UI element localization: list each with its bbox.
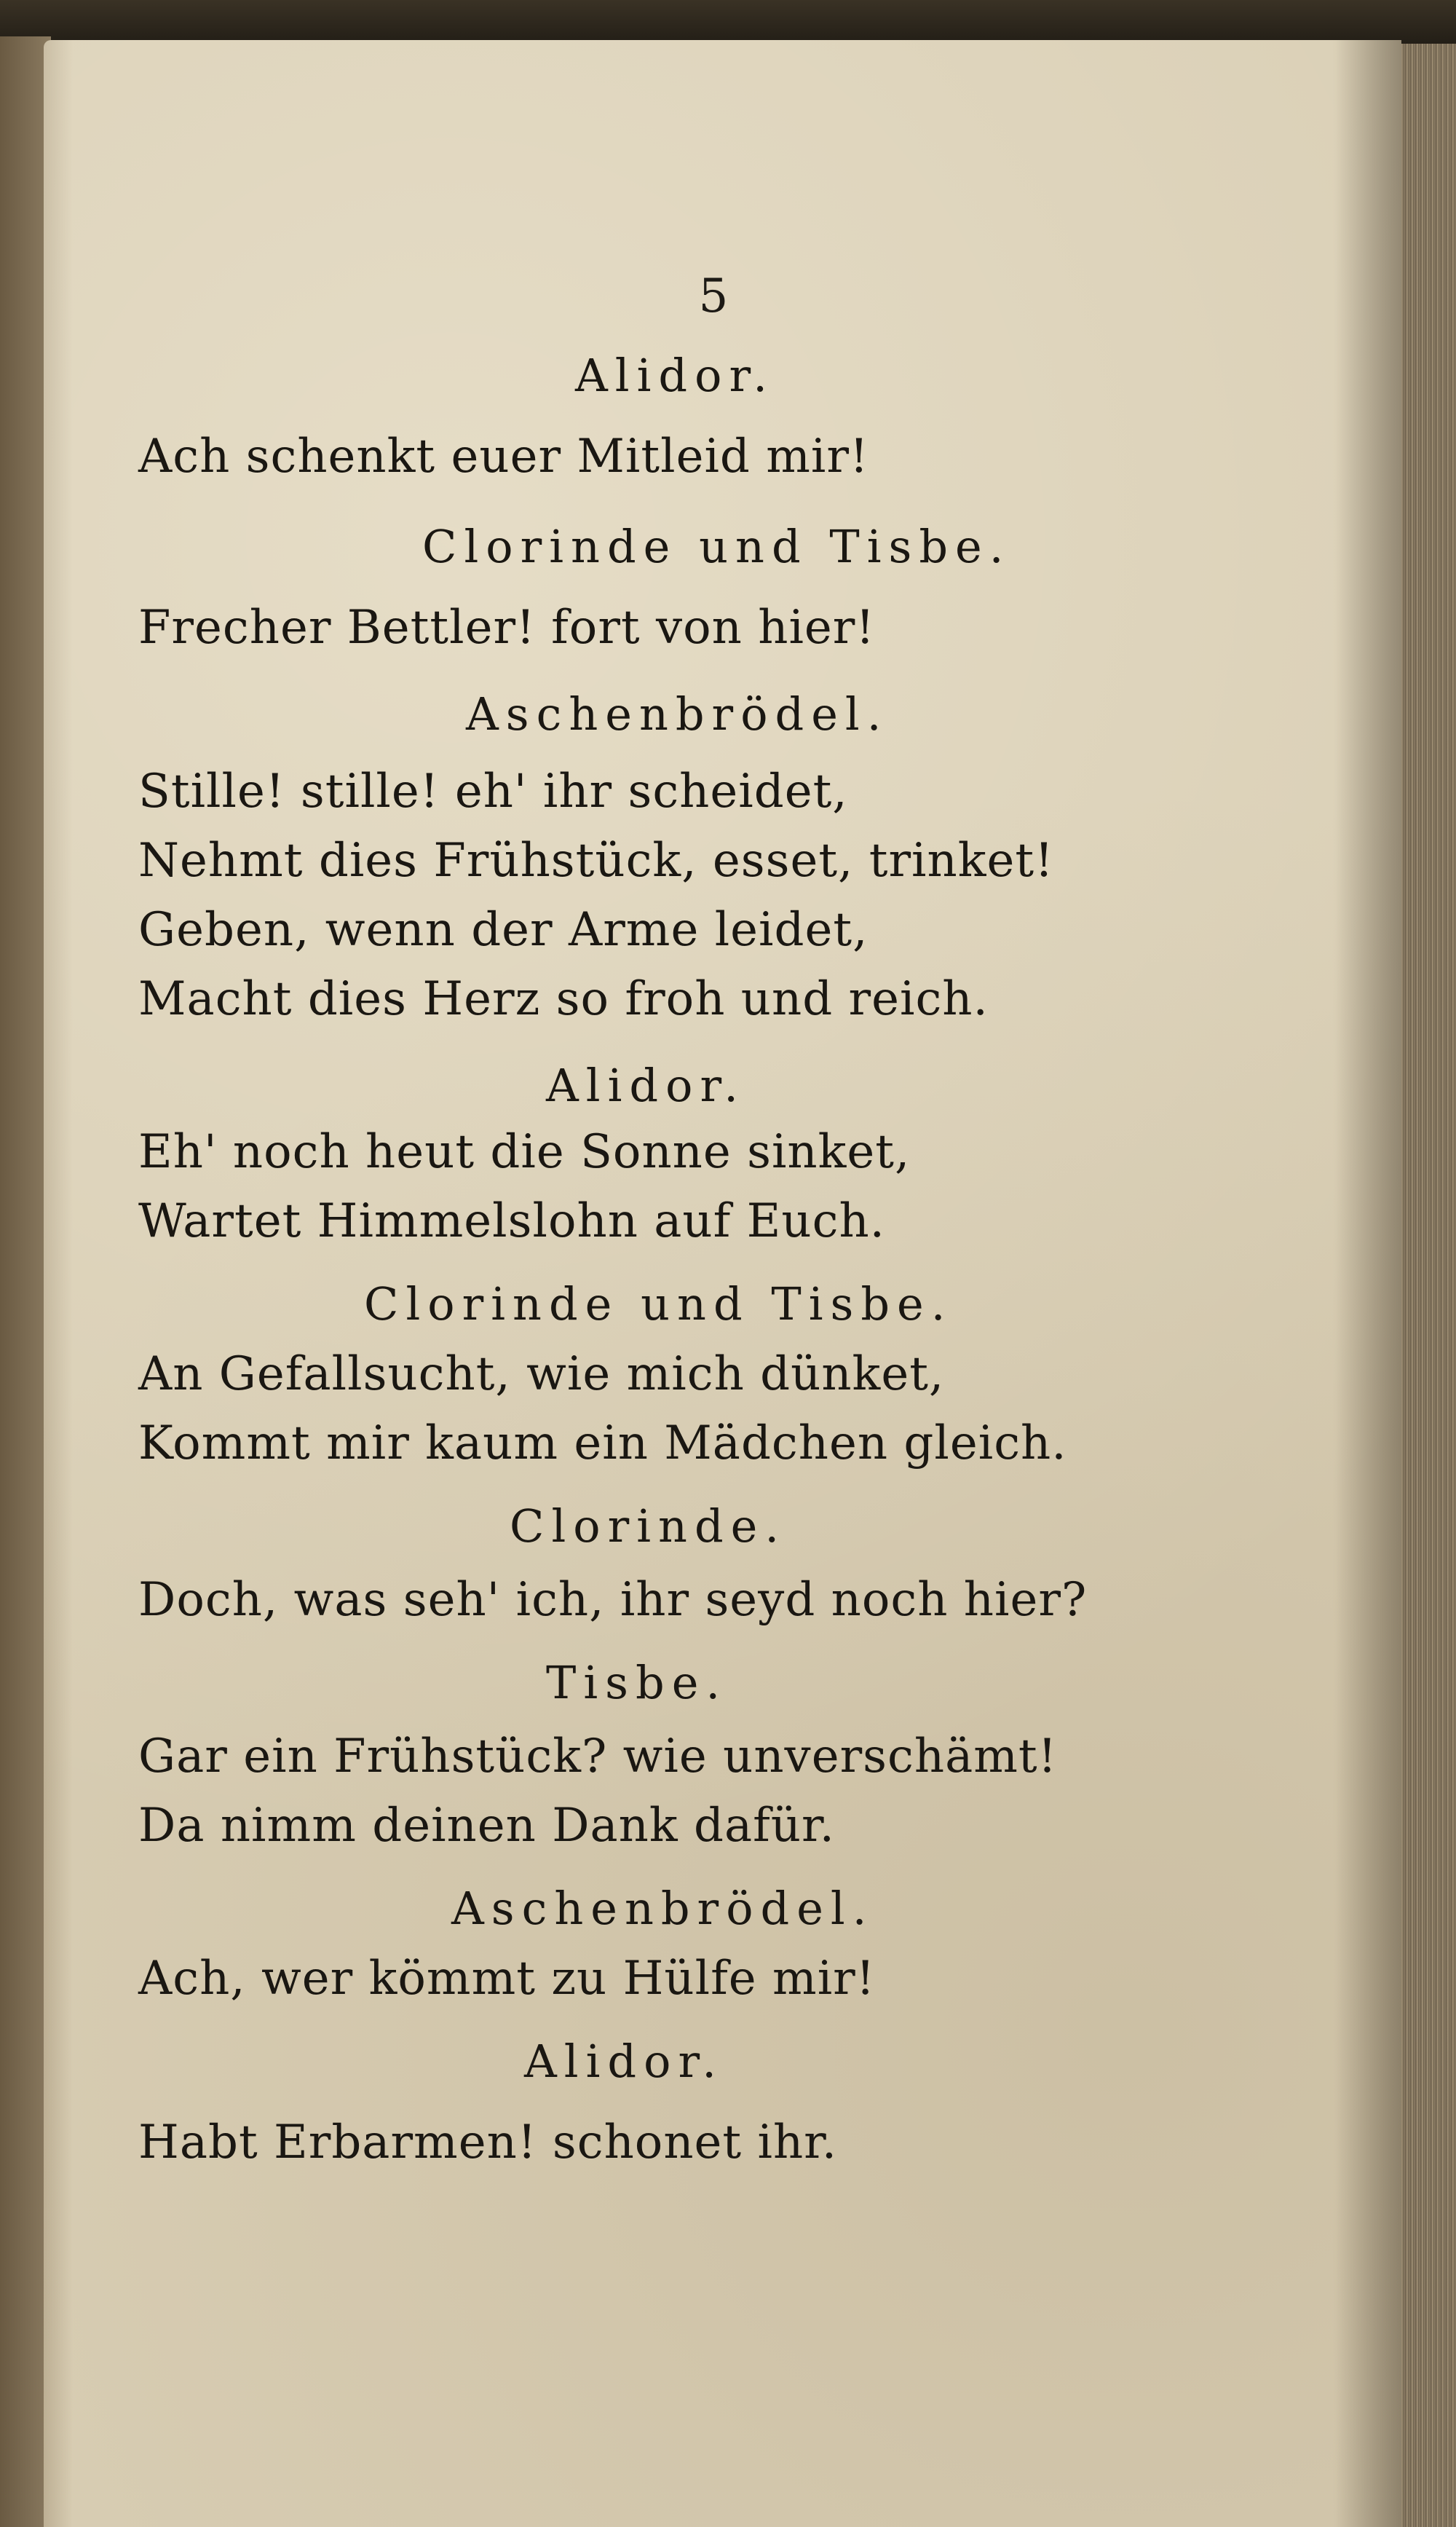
verse-line: Eh' noch heut die Sonne sinket, <box>138 1125 911 1179</box>
verse-line: Nehmt dies Frühstück, esset, trinket! <box>138 834 1054 888</box>
speaker-name: Aschenbrödel. <box>466 687 889 741</box>
verse-line: Habt Erbarmen! schonet ihr. <box>138 2116 838 2169</box>
verse-line: An Gefallsucht, wie mich dünket, <box>138 1347 945 1401</box>
page-number: 5 <box>698 269 729 323</box>
speaker-name: Clorinde und Tisbe. <box>364 1277 953 1330</box>
verse-line: Doch, was seh' ich, ihr seyd noch hier? <box>138 1573 1088 1627</box>
speaker-name: Aschenbrödel. <box>451 1882 874 1935</box>
verse-line: Kommt mir kaum ein Mädchen gleich. <box>138 1416 1067 1470</box>
verse-line: Geben, wenn der Arme leidet, <box>138 903 869 957</box>
book-page <box>44 40 1401 2527</box>
speaker-name: Alidor. <box>546 1059 745 1112</box>
speaker-name: Tisbe. <box>546 1656 728 1709</box>
speaker-name: Alidor. <box>524 2035 724 2088</box>
speaker-name: Clorinde. <box>510 1499 787 1553</box>
verse-line: Frecher Bettler! fort von hier! <box>138 601 876 655</box>
verse-line: Ach, wer kömmt zu Hülfe mir! <box>138 1952 876 2006</box>
verse-line: Gar ein Frühstück? wie unverschämt! <box>138 1730 1058 1783</box>
verse-line: Wartet Himmelslohn auf Euch. <box>138 1194 885 1248</box>
page-shadow <box>1336 40 1401 2527</box>
verse-line: Da nimm deinen Dank dafür. <box>138 1799 835 1853</box>
verse-line: Stille! stille! eh' ihr scheidet, <box>138 765 848 819</box>
speaker-name: Clorinde und Tisbe. <box>422 520 1011 573</box>
speaker-name: Alidor. <box>575 349 775 402</box>
verse-line: Ach schenkt euer Mitleid mir! <box>138 430 869 484</box>
verse-line: Macht dies Herz so froh und reich. <box>138 972 989 1026</box>
